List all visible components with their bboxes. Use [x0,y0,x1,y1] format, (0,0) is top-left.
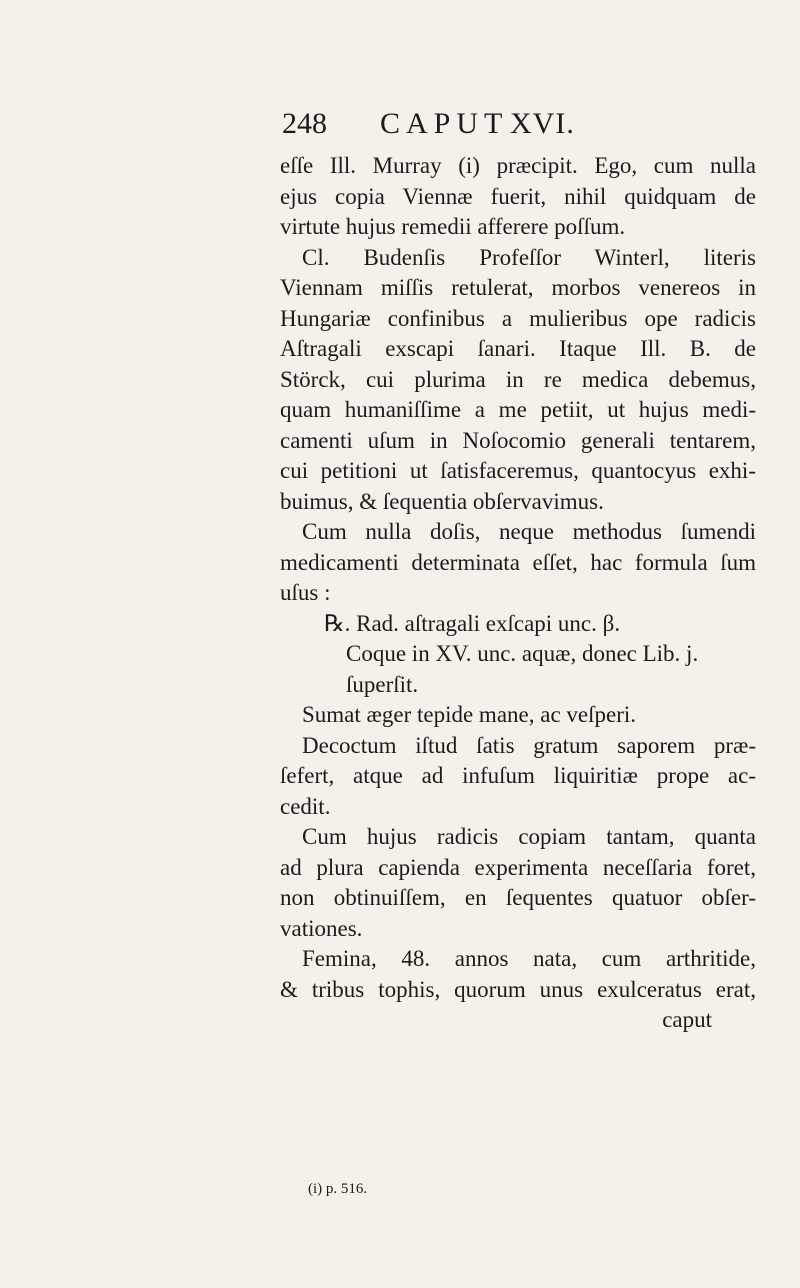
body-text [280,151,756,1036]
recipe-line: Coque in XV. unc. aquæ, donec Lib. j. [346,641,699,666]
text-line: Cum hujus radicis copiam tantam, quanta [302,824,756,849]
chapter-number: XVI. [510,107,575,140]
text-line: ad plura capienda experimenta neceſſaria foret, [280,854,756,880]
running-title: CAPUT [380,107,509,140]
text-line: medicamenti determinata eſſet, hac formula ſum [280,549,756,575]
text-line: vationes. [280,915,363,941]
page-number: 248 [282,107,327,140]
text-line: non obtinuiſſem, en ſequentes quatuor obſer- [280,885,756,910]
recipe-line: ſuperſit. [346,671,419,697]
text-line: Sumat æger tepide mane, ac veſperi. [302,702,637,727]
text-line: uſus : [280,580,331,605]
text-line: Cum nulla doſis, neque methodus ſumendi [302,519,756,544]
recipe-line: ℞. Rad. aſtragali exſcapi unc. β. [324,610,621,636]
text-line: Hungariæ confinibus a mulieribus ope radicis [280,305,756,331]
text-line: virtute hujus remedii afferere poſſum. [280,214,626,239]
text-line: Decoctum iſtud ſatis gratum saporem præ- [302,732,756,758]
text-line: Störck, cui plurima in re medica debemus, [280,366,756,392]
catchword: caput [662,1007,712,1032]
text-line: eſſe Ill. Murray (i) præcipit. Ego, cum nulla [280,153,756,178]
text-line: quam humaniſſime a me petiit, ut hujus medi- [280,397,756,422]
text-line: Aſtragali exscapi ſanari. Itaque Ill. B. de [280,336,756,361]
text-line: & tribus tophis, quorum unus exulceratus erat, [280,976,756,1002]
text-line: cui petitioni ut ſatisfaceremus, quantocyus exhi- [280,458,756,483]
page-header [282,104,742,144]
text-line: buimus, & ſequentia obſervavimus. [280,488,604,514]
text-line: Viennam miſſis retulerat, morbos venereos in [280,275,756,300]
text-line: cedit. [280,793,331,819]
text-line: camenti uſum in Noſocomio generali tentarem, [280,427,756,453]
text-line: Femina, 48. annos nata, cum arthritide, [302,946,756,971]
footnote: (i) p. 516. [308,1181,368,1197]
text-line: Cl. Budenſis Profeſſor Winterl, literis [302,244,756,270]
text-line: ejus copia Viennæ fuerit, nihil quidquam de [280,183,756,209]
text-line: ſefert, atque ad infuſum liquiritiæ prope ac- [280,763,756,788]
